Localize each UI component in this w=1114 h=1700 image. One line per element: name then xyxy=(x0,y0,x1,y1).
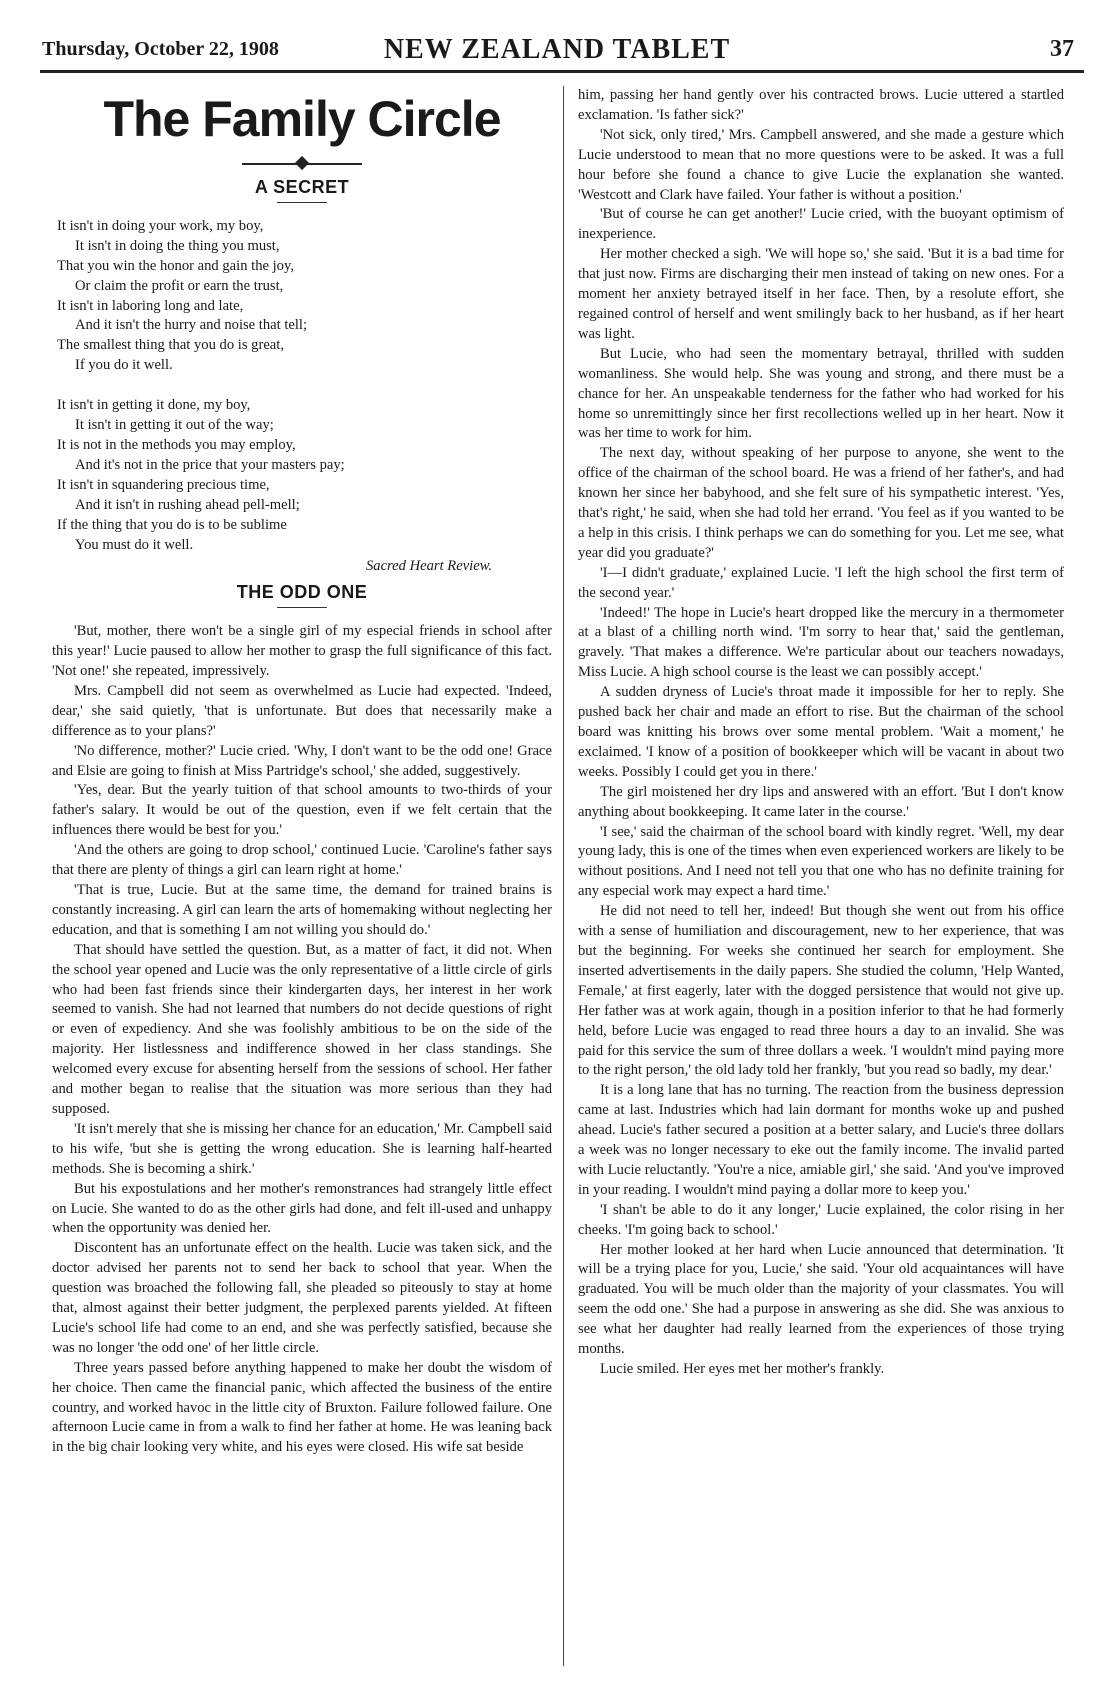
poem-line: If the thing that you do is to be sublime xyxy=(57,516,287,533)
poem-title-rule xyxy=(277,202,327,203)
poem-line: It isn't in getting it done, my boy, xyxy=(57,397,251,414)
story-paragraph: 'That is true, Lucie. But at the same time, the demand for trained brains is constantly increasing. A girl can learn the arts of homemaking without neglecting her education, and that is something I am not willing you should do.' xyxy=(52,882,552,938)
poem-line: And it isn't the hurry and noise that tell; xyxy=(75,317,308,334)
story-title-rule xyxy=(277,607,327,608)
poem-body xyxy=(57,217,552,556)
diamond-ornament-icon xyxy=(295,156,309,170)
poem-title: A SECRET xyxy=(254,177,350,197)
story-paragraph: 'No difference, mother?' Lucie cried. 'Why, I don't want to be the odd one! Grace and Elsie are going to finish at Miss Partridge's school,' she added, suggestively. xyxy=(52,742,552,779)
story-paragraph: It is a long lane that has no turning. The reaction from the business depression came at last. Industries which had lain dormant for months woke up and pushed ahead. Lucie's father secured a position at a better salary, and Lucie's three dollars a week was no longer necessary to eke out the family income. The invalid parted with Lucie reluctantly. 'You're a nice, amiable girl,' she said. 'And you've improved in your reading. I wouldn't mind paying a dollar more to keep you.' xyxy=(578,1082,1064,1198)
poem-line: If you do it well. xyxy=(75,357,173,374)
story-paragraph: 'But of course he can get another!' Lucie cried, with the buoyant optimism of inexperience. xyxy=(578,206,1064,243)
poem-line: You must do it well. xyxy=(75,536,194,553)
story-paragraph: He did not need to tell her, indeed! But though she went out from his office with a sense of humiliation and discouragement, new to her experience, that was but the beginning. For weeks she continued her search for employment. She inserted advertisements in the daily papers. She studied the column, 'Help Wanted, Female,' at first eagerly, later with the dogged persistence that would not give up. Her father was at work again, though in a position inferior to that he had formerly held, before Lucie was engaged to read three hours a day to an invalid. She was paid for this service the sum of three dollars a week. 'I wouldn't mind paying more to the right person,' the old lady told her frankly, 'but you read so badly, my dear.' xyxy=(578,903,1064,1079)
poem-line: It isn't in doing your work, my boy, xyxy=(57,217,264,234)
story-paragraph: Three years passed before anything happened to make her doubt the wisdom of her choice. Then came the financial panic, which affected the business of the entire country, and worked havoc in the little city of Bruxton. Failure followed failure. One afternoon Lucie came in from a walk to find her father at home. He was leaning back in the big chair looking very white, and his eyes were closed. His wife sat beside xyxy=(52,1359,552,1456)
page-number: 37 xyxy=(1050,36,1074,62)
poem-line: And it isn't in rushing ahead pell-mell; xyxy=(75,496,300,513)
masthead xyxy=(30,30,1084,76)
story-paragraph: 'It isn't merely that she is missing her chance for an education,' Mr. Campbell said to his wife, 'but she is getting the wrong education. She is learning half-hearted methods. She is becoming a shirk.' xyxy=(52,1120,552,1177)
story-paragraph: But his expostulations and her mother's remonstrances had strangely little effect on Lucie. She wanted to do as the other girls had done, and felt ill-used and unhappy when the opportunity was denied her. xyxy=(52,1180,552,1237)
poem-line: It isn't in laboring long and late, xyxy=(57,297,244,314)
poem-line: It is not in the methods you may employ, xyxy=(57,436,296,453)
story-paragraph: Her mother checked a sigh. 'We will hope so,' she said. 'But it is a bad time for that just now. Firms are discharging their men instead of taking on new ones. For a moment her anxiety betrayed itself in her face. Then, by a resolute effort, she regained control of herself and went smilingly back to her husband, as if her heart was light. xyxy=(578,246,1064,342)
story-paragraph: Her mother looked at her hard when Lucie announced that determination. 'It will be a trying place for you, Lucie,' she said. 'Your old acquaintances will have graduated. You will be much older than the majority of your classmates. You will seem the odd one.' She had a purpose in answering as she did. She was anxious to see what her daughter had really learned from the experiences of those trying months. xyxy=(578,1241,1064,1358)
poem-line: And it's not in the price that your masters pay; xyxy=(75,456,345,473)
poem-line: The smallest thing that you do is great, xyxy=(57,337,284,354)
poem-line: It isn't in squandering precious time, xyxy=(57,476,270,493)
poem-line: That you win the honor and gain the joy, xyxy=(57,257,294,274)
poem-line: It isn't in getting it out of the way; xyxy=(75,417,274,434)
poem-attribution: Sacred Heart Review. xyxy=(365,558,492,575)
story-paragraph: 'But, mother, there won't be a single girl of my especial friends in school after this year!' Lucie paused to allow her mother to grasp the full significance of this fact. 'Not one!' she repeated, impressively. xyxy=(52,623,552,680)
right-column xyxy=(578,86,1064,1380)
story-paragraph: 'Not sick, only tired,' Mrs. Campbell answered, and she made a gesture which Lucie understood to mean that no more questions were to be asked. It was a full hour before she found a chance to give Lucie the explanation she wanted. 'Westcott and Clark have failed. Your father is without a position.' xyxy=(578,126,1064,203)
section-title: The Family Circle xyxy=(103,91,501,147)
story-paragraph: Mrs. Campbell did not seem as overwhelmed as Lucie had expected. 'Indeed, dear,' she said quietly, 'that is unfortunate. But does that necessarily make a difference as to your plans?' xyxy=(52,682,552,739)
issue-date: Thursday, October 22, 1908 xyxy=(42,38,279,60)
story-title: THE ODD ONE xyxy=(236,582,368,603)
story-paragraph: A sudden dryness of Lucie's throat made it impossible for her to reply. She pushed back her chair and made an effort to rise. But the chairman of the school board was knitting his brows over some mental problem. 'Wait a moment,' he exclaimed. 'I know of a position of bookkeeper which will be vacant in about two weeks. Possibly I could get you in there.' xyxy=(578,684,1064,780)
poem-line: Or claim the profit or earn the trust, xyxy=(75,277,284,294)
story-paragraph: him, passing her hand gently over his contracted brows. Lucie uttered a startled exclamation. 'Is father sick?' xyxy=(578,87,1064,123)
poem-line: It isn't in doing the thing you must, xyxy=(75,237,280,254)
story-paragraph: But Lucie, who had seen the momentary betrayal, thrilled with sudden womanliness. She would help. She was young and strong, and there must be a chance for her. An unspeakable tenderness for the father who had worked for his home so unremittingly since her first recollections welled up in her heart. Now it was her time to work for him. xyxy=(578,345,1064,442)
story-paragraph: 'Indeed!' The hope in Lucie's heart dropped like the mercury in a thermometer at a blast of a chilling north wind. 'I'm sorry to hear that,' said the gentleman, gravely. 'That makes a difference. We're particular about our teachers nowadays, Miss Lucie. A high school course is the least we can possibly accept.' xyxy=(578,604,1064,681)
column-divider xyxy=(563,86,564,1666)
story-paragraph: 'Yes, dear. But the yearly tuition of that school amounts to two-thirds of your father's salary. It would be out of the question, even if we felt certain that the influences there would be best for you.' xyxy=(52,782,552,839)
publication-title: NEW ZEALAND TABLET xyxy=(383,34,731,65)
story-paragraph: Lucie smiled. Her eyes met her mother's frankly. xyxy=(600,1361,885,1377)
story-paragraph: 'I see,' said the chairman of the school board with kindly regret. 'Well, my dear young lady, this is one of the times when even experienced workers are likely to be without positions. And I need not tell you that one who has no definite training for any especial work may expect a hard time.' xyxy=(578,823,1064,900)
story-paragraph: Discontent has an unfortunate effect on the health. Lucie was taken sick, and the doctor advised her parents not to send her back to school that year. When the question was broached the following fall, she pleaded so piteously to stay at home that, almost against their better judgment, the perplexed parents yielded. At fifteen Lucie's school life had come to an end, and she was perfectly satisfied, because she was no longer 'the odd one' of her little circle. xyxy=(52,1240,552,1356)
story-paragraph: 'And the others are going to drop school,' continued Lucie. 'Caroline's father says that there are plenty of things a girl can learn right at home.' xyxy=(52,842,552,879)
left-column xyxy=(52,86,552,1458)
masthead-rule xyxy=(40,70,1084,73)
story-paragraph: That should have settled the question. But, as a matter of fact, it did not. When the school year opened and Lucie was the only representative of a little circle of girls who had been fast friends since their kindergarten days, her interest in her work seemed to vanish. She had not learned that numbers do not decide questions of right or even of expediency. And she was foolishly ambitious to be on the side of the majority. Her listlessness and indifference showed in her class standings. She welcomed every excuse for absenting herself from the sessions of school. Her father and mother began to realise that the situation was more serious than they had supposed. xyxy=(52,941,552,1117)
story-paragraph: The next day, without speaking of her purpose to anyone, she went to the office of the chairman of the school board. He was a friend of her father's, and had known her since her babyhood, and she felt sure of his sympathetic interest. 'Yes, that's right,' he said, when she had told her errand. 'You feel as if you wanted to be a help in this crisis. I think perhaps we can do something for you. Let me see, what year did you graduate?' xyxy=(578,445,1064,561)
story-paragraph: The girl moistened her dry lips and answered with an effort. 'But I don't know anything about bookkeeping. It came later in the course.' xyxy=(578,783,1064,820)
ornament-divider xyxy=(242,156,362,172)
story-paragraph: 'I—I didn't graduate,' explained Lucie. 'I left the high school the first term of the second year.' xyxy=(578,564,1064,601)
story-paragraph: 'I shan't be able to do it any longer,' Lucie explained, the color rising in her cheeks. 'I'm going back to school.' xyxy=(578,1201,1064,1238)
